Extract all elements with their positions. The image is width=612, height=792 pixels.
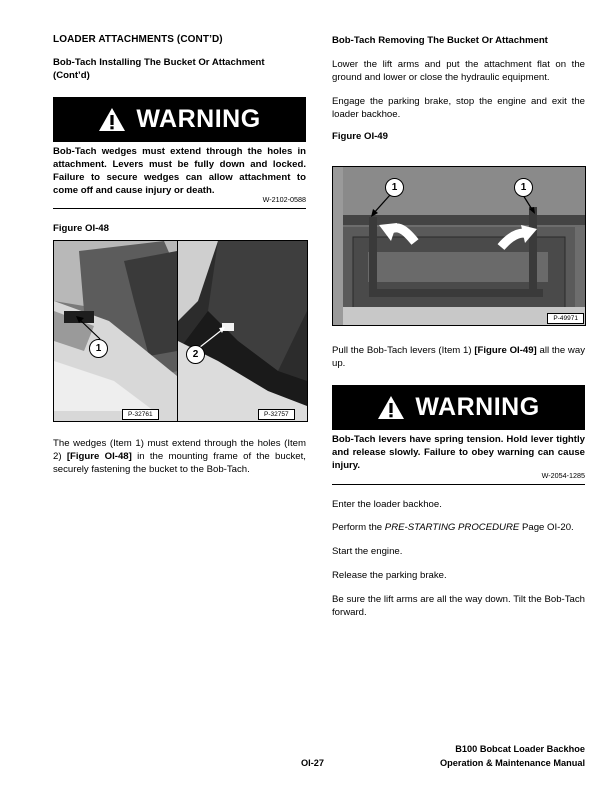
left-subtitle: Bob-Tach Installing The Bucket Or Attachment (Cont’d) [53,57,265,81]
callout-1-left: 1 [385,178,404,197]
figure-49-photo [332,166,586,326]
left-paragraph-after: in the mounting frame of the bucket, securely fastening the bucket to the Bob-Tach. [53,451,306,475]
bucket-hole-photo [178,241,307,421]
procedure-reference: PRE-STARTING PROCEDURE [384,522,520,533]
right-p5-after: Page OI-20. [519,522,574,533]
right-p5-before: Perform the [332,522,385,533]
manual-title-line1: B100 Bobcat Loader Backhoe [455,744,585,754]
photo-b-label: P-32757 [258,409,295,420]
page-number: OI-27 [301,758,324,768]
figure-49-title: Figure OI-49 [332,131,388,142]
photo-49-label: P-49971 [547,313,584,324]
left-paragraph [53,437,306,476]
divider [332,484,585,485]
figure-48-photo-b [177,240,308,422]
left-warning-text: Bob-Tach wedges must extend through the holes in attachment. Levers must be fully down and locked. Failure to secure wedges can allow attachment to come off and cause injury or death. [53,146,306,196]
right-p1: Lower the lift arms and put the attachment flat on the ground and lower or close the hydraulic equipment. [332,59,585,83]
photo-a-label: P-32761 [122,409,159,420]
warning-triangle-icon [98,107,126,132]
right-p4: Enter the loader backhoe. [332,499,442,510]
warning-word: WARNING [415,393,540,421]
right-p6: Start the engine. [332,546,403,557]
bobtach-levers-photo [333,167,585,325]
right-p3-before: Pull the Bob-Tach levers (Item 1) [332,345,475,356]
section-title: LOADER ATTACHMENTS (CONT’D) [53,34,223,45]
right-p3-after: all the way up. [332,345,585,369]
figure-49-reference: [Figure OI-49] [474,345,537,356]
figure-48-title: Figure OI-48 [53,223,109,234]
right-p3 [332,344,585,370]
divider [53,208,306,209]
figure-48-photo-a [53,240,178,422]
right-p8: Be sure the lift arms are all the way down. Tilt the Bob-Tach forward. [332,594,585,618]
left-paragraph-before: The wedges (Item 1) must extend through the holes (Item 2) [53,438,306,462]
right-warning-code: W-2054-1285 [541,471,585,480]
right-p2: Engage the parking brake, stop the engine and exit the loader backhoe. [332,96,585,120]
manual-title-line2: Operation & Maintenance Manual [440,758,585,768]
right-subtitle: Bob-Tach Removing The Bucket Or Attachment [332,35,548,46]
right-warning-banner [332,385,585,430]
bucket-wedge-photo [54,241,177,421]
left-warning-banner [53,97,306,142]
warning-triangle-icon [377,395,405,420]
callout-1: 1 [89,339,108,358]
callout-1-right: 1 [514,178,533,197]
warning-word: WARNING [136,105,261,133]
figure-48-reference: [Figure OI-48] [66,451,132,462]
callout-2: 2 [186,345,205,364]
right-p7: Release the parking brake. [332,570,447,581]
right-p5 [332,521,585,534]
right-warning-text: Bob-Tach levers have spring tension. Hold lever tightly and release slowly. Failure to obey warning can cause injury. [332,434,585,471]
left-warning-code: W-2102-0588 [262,195,306,204]
